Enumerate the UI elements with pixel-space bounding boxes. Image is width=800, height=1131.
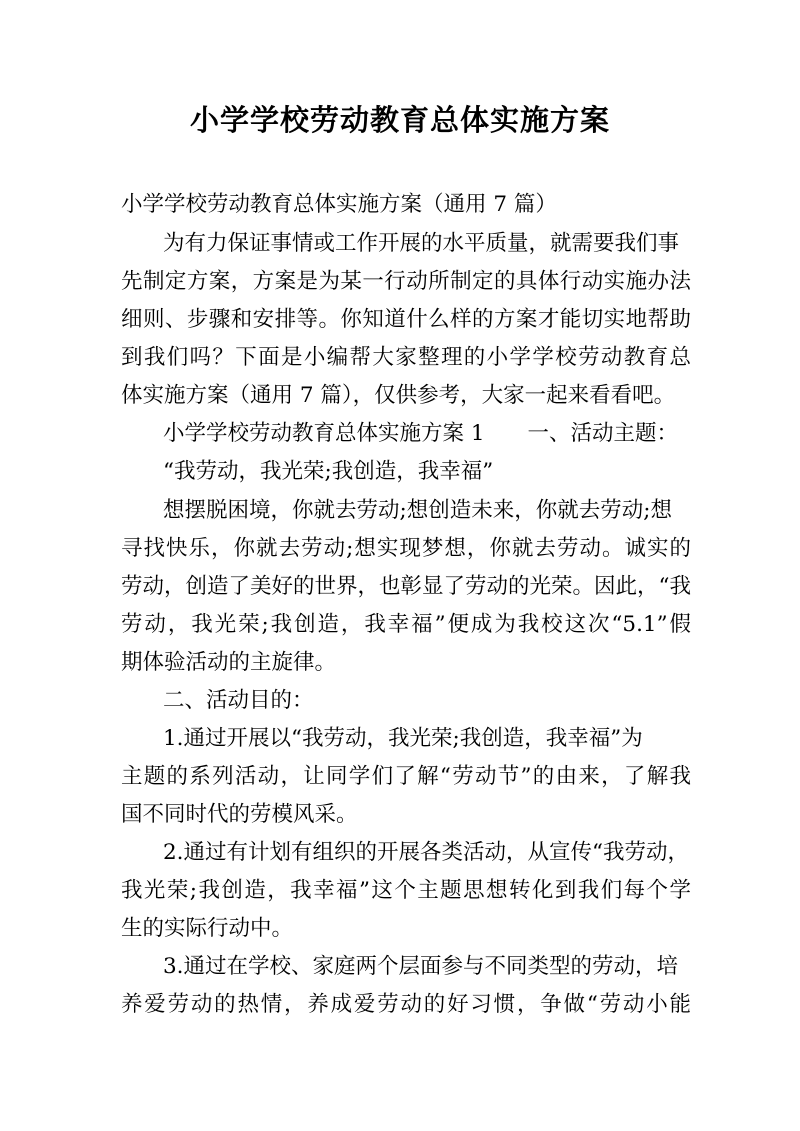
paragraph-line: 劳动，我光荣;我创造，我幸福”便成为我校这次“5.1”假 [121, 612, 691, 637]
paragraph-line: 国不同时代的劳模风采。 [121, 802, 358, 827]
paragraph-line: 寻找快乐，你就去劳动;想实现梦想，你就去劳动。诚实的 [121, 536, 691, 561]
paragraph-line: 主题的系列活动，让同学们了解“劳动节”的由来，了解我 [121, 764, 691, 789]
paragraph-line: 为有力保证事情或工作开展的水平质量，就需要我们事 [163, 231, 680, 256]
subtitle-line: 小学学校劳动教育总体实施方案（通用 7 篇） [121, 192, 557, 217]
paragraph-line: 体实施方案（通用 7 篇），仅供参考，大家一起来看看吧。 [121, 383, 676, 408]
theme-line: “我劳动，我光荣;我创造，我幸福” [163, 459, 494, 484]
paragraph-line: 到我们吗？下面是小编帮大家整理的小学学校劳动教育总 [121, 345, 691, 370]
section-heading-line: 小学学校劳动教育总体实施方案 1 一、活动主题： [163, 421, 679, 446]
paragraph-line: 先制定方案，方案是为某一行动所制定的具体行动实施办法 [121, 269, 691, 294]
paragraph-line: 期体验活动的主旋律。 [121, 650, 337, 675]
paragraph-line: 养爱劳动的热情，养成爱劳动的好习惯，争做“劳动小能 [121, 992, 691, 1017]
paragraph-line: 我光荣;我创造，我幸福”这个主题思想转化到我们每个学 [121, 878, 691, 903]
section-heading-line: 二、活动目的： [163, 688, 314, 713]
paragraph-line: 生的实际行动中。 [121, 916, 294, 941]
paragraph-line: 细则、步骤和安排等。你知道什么样的方案才能切实地帮助 [121, 307, 691, 332]
paragraph-line: 劳动，创造了美好的世界，也彰显了劳动的光荣。因此，“我 [121, 574, 691, 599]
document-title: 小学学校劳动教育总体实施方案 [189, 103, 610, 137]
paragraph-line: 3.通过在学校、家庭两个层面参与不同类型的劳动，培 [163, 954, 679, 979]
paragraph-line: 想摆脱困境，你就去劳动;想创造未来，你就去劳动;想 [163, 498, 672, 523]
paragraph-line: 2.通过有计划有组织的开展各类活动，从宣传“我劳动， [163, 840, 690, 865]
paragraph-line: 1.通过开展以“我劳动，我光荣;我创造，我幸福”为 [163, 726, 643, 751]
